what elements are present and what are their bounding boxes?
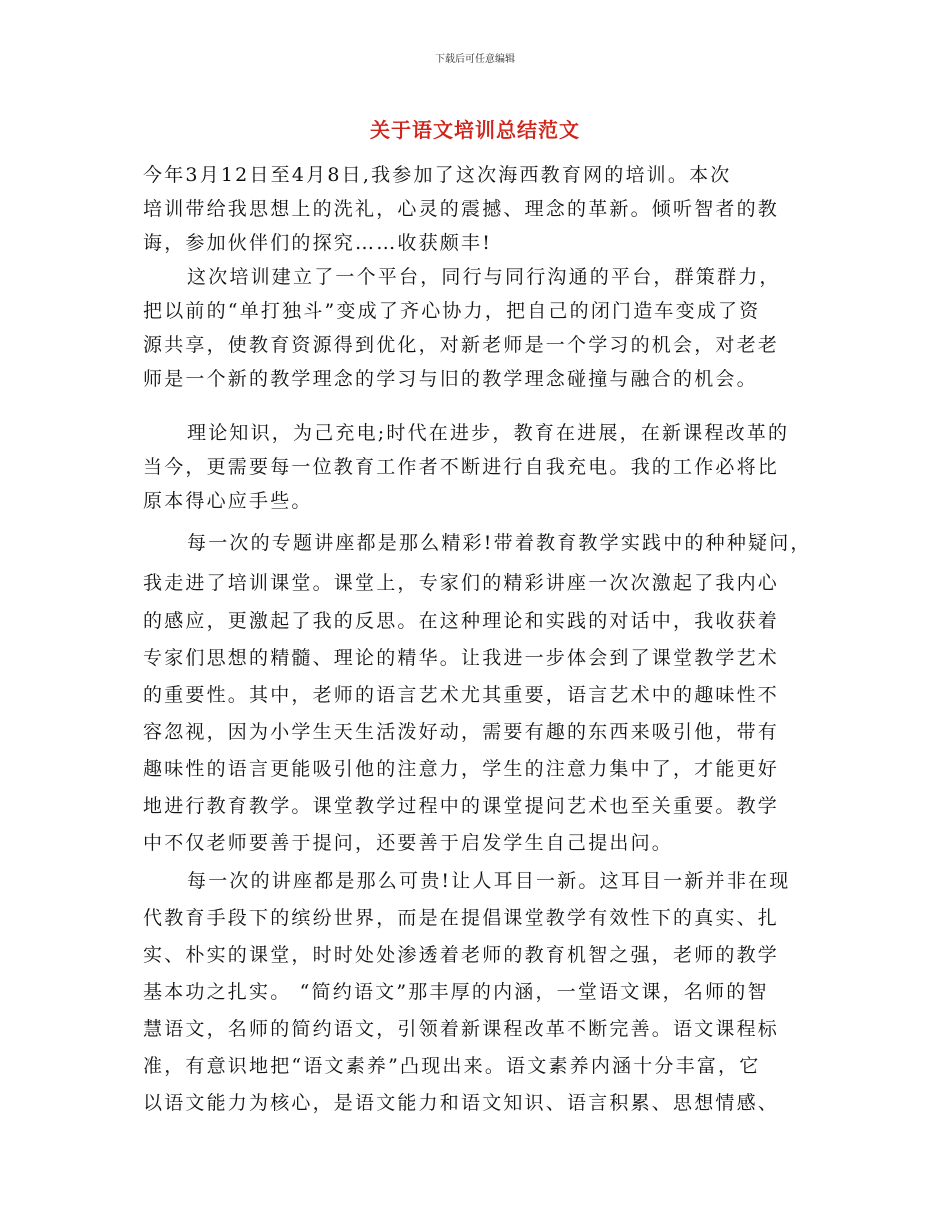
- body-line: 的感应，更激起了我的反思。在这种理论和实践的对话中，我收获着: [143, 610, 780, 632]
- body-line: 慧语文，名师的简约语文，引领着新课程改革不断完善。语文课程标: [143, 1018, 780, 1040]
- body-line: 地进行教育教学。课堂教学过程中的课堂提问艺术也至关重要。教学: [143, 795, 780, 817]
- body-line: 准，有意识地把“语文素养”凸现出来。语文素养内涵十分丰富，它: [143, 1055, 761, 1077]
- body-line: 我走进了培训课堂。课堂上，专家们的精彩讲座一次次激起了我内心: [143, 572, 780, 594]
- body-line: 以语文能力为核心，是语文能力和语文知识、语言积累、思想情感、: [143, 1092, 780, 1114]
- body-line: 培训带给我思想上的洗礼，心灵的震撼、理念的革新。倾听智者的教: [143, 198, 780, 220]
- body-line: 这次培训建立了一个平台，同行与同行沟通的平台，群策群力，: [187, 266, 781, 288]
- body-line: 容忽视，因为小学生天生活泼好动，需要有趣的东西来吸引他，带有: [143, 721, 780, 743]
- body-line: 源共享，使教育资源得到优化，对新老师是一个学习的机会，对老老: [143, 334, 780, 356]
- body-line: 诲，参加伙伴们的探究……收获颇丰!: [143, 232, 493, 254]
- body-line: 专家们思想的精髓、理论的精华。让我进一步体会到了课堂教学艺术: [143, 647, 780, 669]
- body-line: 每一次的专题讲座都是那么精彩!带着教育教学实践中的种种疑问，: [187, 532, 812, 554]
- body-line: 把以前的“单打独斗”变成了齐心协力，把自己的闭门造车变成了资: [143, 300, 761, 322]
- body-line: 实、朴实的课堂，时时处处渗透着老师的教育机智之强，老师的教学: [143, 944, 780, 966]
- body-line: 原本得心应手些。: [143, 490, 313, 512]
- body-line: 代教育手段下的缤纷世界，而是在提倡课堂教学有效性下的真实、扎: [143, 907, 780, 929]
- body-line: 每一次的讲座都是那么可贵!让人耳目一新。这耳目一新并非在现: [187, 870, 791, 892]
- document-title: 关于语文培训总结范文: [370, 118, 580, 142]
- body-line: 趣味性的语言更能吸引他的注意力，学生的注意力集中了，才能更好: [143, 758, 780, 780]
- body-line: 当今，更需要每一位教育工作者不断进行自我充电。我的工作必将比: [143, 456, 780, 478]
- body-line: 师是一个新的教学理念的学习与旧的教学理念碰撞与融合的机会。: [143, 368, 758, 390]
- page-header: 下载后可任意编辑: [435, 54, 515, 65]
- body-line: 中不仅老师要善于提问，还要善于启发学生自己提出问。: [143, 832, 674, 854]
- body-line: 今年3月12日至4月8日,我参加了这次海西教育网的培训。本次: [143, 164, 732, 186]
- body-line: 基本功之扎实。 “简约语文”那丰厚的内涵，一堂语文课，名师的智: [143, 981, 769, 1003]
- body-line: 的重要性。其中，老师的语言艺术尤其重要，语言艺术中的趣味性不: [143, 684, 780, 706]
- body-line: 理论知识，为己充电;时代在进步，教育在进展，在新课程改革的: [187, 422, 790, 444]
